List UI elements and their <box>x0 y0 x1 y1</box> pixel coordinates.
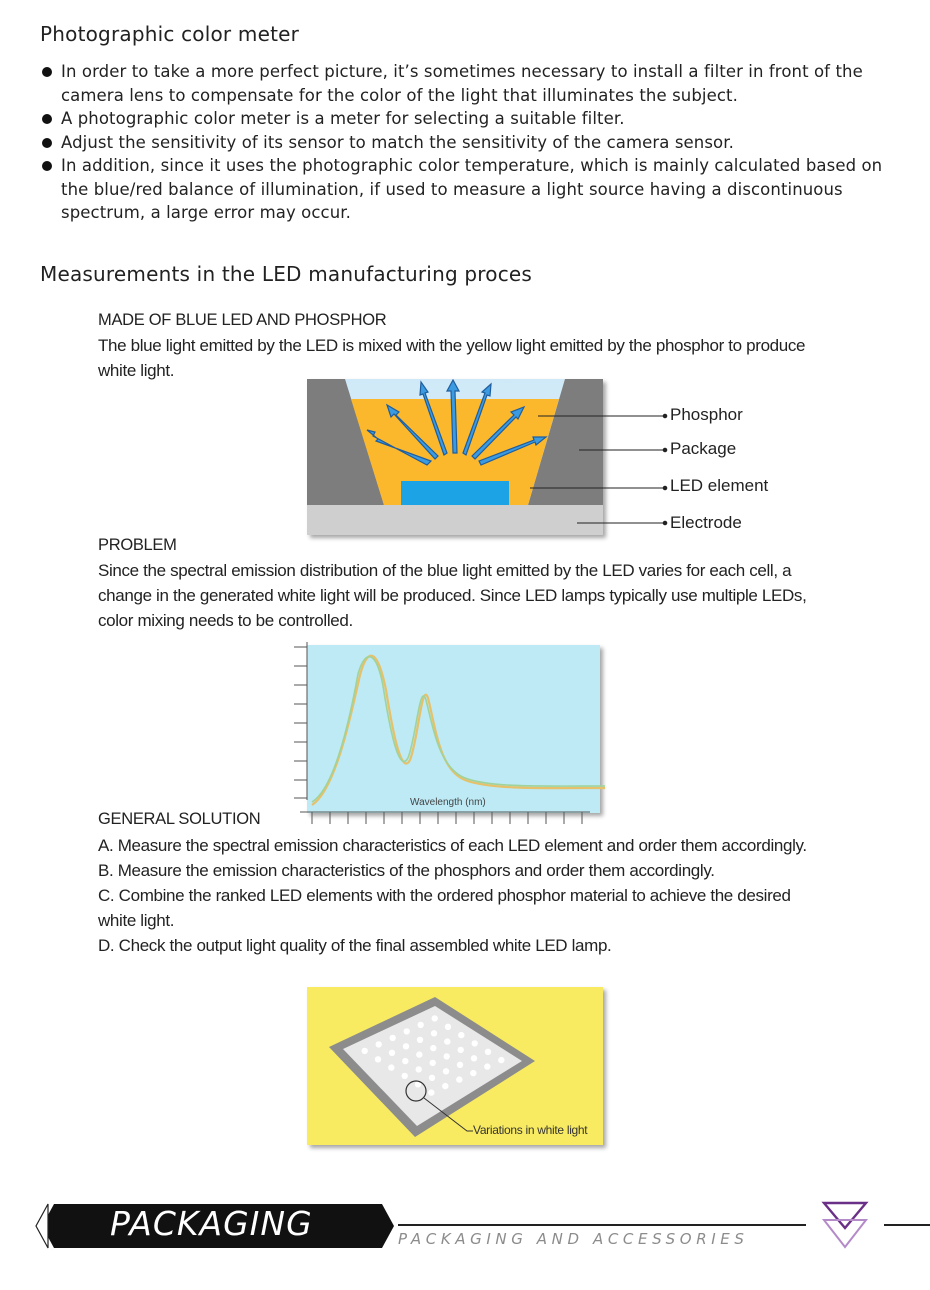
led-dot <box>389 1050 395 1056</box>
label-package: Package <box>670 439 737 458</box>
label-led-element: LED element <box>670 476 769 495</box>
section-title-led-manufacturing: Measurements in the LED manufacturing proces <box>40 262 533 286</box>
led-dot <box>430 1045 436 1051</box>
solution-list <box>98 833 828 958</box>
spectrum-curve-a <box>312 656 605 805</box>
led-dot <box>457 1062 463 1068</box>
led-dot <box>416 1051 422 1057</box>
led-element <box>401 481 509 505</box>
led-dot <box>443 1068 449 1074</box>
solution-heading: GENERAL SOLUTION <box>98 810 261 828</box>
spectrum-xlabel: Wavelength (nm) <box>410 797 486 808</box>
led-dot <box>404 1028 410 1034</box>
footer-subtitle: PACKAGING AND ACCESSORIES <box>398 1230 749 1248</box>
led-dot <box>432 1015 438 1021</box>
led-dot <box>376 1041 382 1047</box>
made-of-text: The blue light emitted by the LED is mixed with the yellow light emitted by the phosphor to produce white light. <box>98 336 806 380</box>
bullet-item: In order to take a more perfect picture, it’s sometimes necessary to install a filter in front of the camera lens to compensate for the color of the light that illuminates the subject. <box>41 60 901 107</box>
led-dot <box>458 1047 464 1053</box>
led-dot <box>445 1024 451 1030</box>
led-dot <box>430 1060 436 1066</box>
section-title-color-meter: Photographic color meter <box>40 22 300 46</box>
led-dot <box>388 1064 394 1070</box>
spectrum-curve-b <box>312 657 605 802</box>
led-dot <box>403 1043 409 1049</box>
led-dot <box>470 1070 476 1076</box>
led-dot <box>390 1035 396 1041</box>
led-dot <box>362 1048 368 1054</box>
color-meter-bullets <box>41 60 901 225</box>
solution-item: D. Check the output light quality of the final assembled white LED lamp. <box>98 936 612 955</box>
led-dot <box>417 1037 423 1043</box>
led-dot <box>444 1038 450 1044</box>
solution-item: B. Measure the emission characteristics of the phosphors and order them accordingly. <box>98 861 715 880</box>
solution-item: C. Combine the ranked LED elements with the ordered phosphor material to achieve the desired white light. <box>98 886 791 930</box>
led-panel-illustration <box>307 987 603 1145</box>
led-dot <box>428 1089 434 1095</box>
problem-text: Since the spectral emission distribution of the blue light emitted by the LED varies for each cell, a change in the generated white light will be produced. Since LED lamps typically use multiple LEDs, color mixing needs to be controlled. <box>98 561 807 630</box>
solution-item: A. Measure the spectral emission characteristics of each LED element and order them accordingly. <box>98 836 807 855</box>
led-dot <box>498 1057 504 1063</box>
led-dot <box>484 1063 490 1069</box>
led-dot <box>402 1073 408 1079</box>
led-dot <box>442 1083 448 1089</box>
led-dot <box>429 1075 435 1081</box>
panel-callout-text: Variations in white light <box>473 1123 588 1137</box>
led-dot <box>444 1053 450 1059</box>
led-dot <box>472 1040 478 1046</box>
label-phosphor: Phosphor <box>670 405 743 424</box>
logo-icon <box>821 1200 869 1250</box>
led-dot <box>375 1056 381 1062</box>
bullet-item: Adjust the sensitivity of its sensor to match the sensitivity of the camera sensor. <box>41 131 901 155</box>
label-electrode: Electrode <box>670 513 742 532</box>
footer-rule-left <box>398 1224 806 1226</box>
led-dot <box>402 1058 408 1064</box>
footer-rule-right <box>884 1224 930 1226</box>
led-panel-svg <box>307 987 603 1145</box>
led-dot <box>485 1049 491 1055</box>
footer-tag-label: PACKAGING <box>110 1204 313 1243</box>
led-dot <box>458 1032 464 1038</box>
led-dot <box>431 1030 437 1036</box>
y-axis-ticks <box>294 642 307 800</box>
led-dot <box>416 1066 422 1072</box>
x-axis-ticks <box>300 812 590 824</box>
bullet-item: In addition, since it uses the photographic color temperature, which is mainly calculated based on the blue/red balance of illumination, if used to measure a light source having a discontinuous spectrum, a large error may occur. <box>41 154 901 225</box>
led-dot <box>471 1055 477 1061</box>
made-of-heading: MADE OF BLUE LED AND PHOSPHOR <box>98 311 387 329</box>
led-dot <box>418 1022 424 1028</box>
problem-heading: PROBLEM <box>98 536 177 554</box>
bullet-item: A photographic color meter is a meter for selecting a suitable filter. <box>41 107 901 131</box>
led-dot <box>456 1076 462 1082</box>
